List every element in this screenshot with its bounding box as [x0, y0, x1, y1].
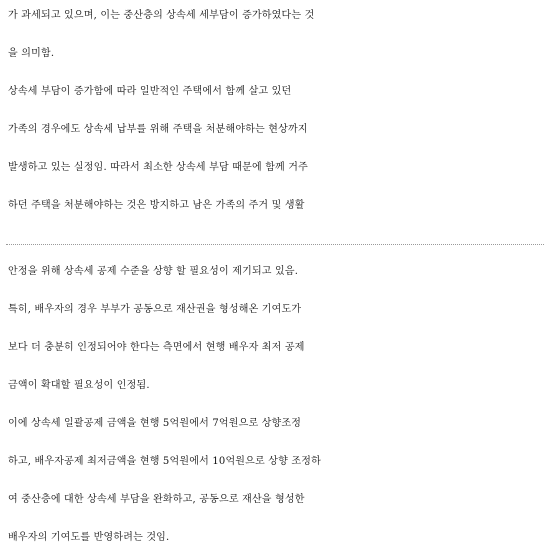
- text-line-9: 보다 더 충분히 인정되어야 한다는 측면에서 현행 배우자 최저 공제: [8, 342, 305, 353]
- text-line-1: 가 과세되고 있으며, 이는 중산층의 상속세 세부담이 증가하였다는 것: [8, 10, 315, 21]
- page-break-divider: [6, 244, 544, 245]
- text-line-7: 안정을 위해 상속세 공제 수준을 상향 할 필요성이 제기되고 있음.: [8, 266, 299, 277]
- text-line-11: 이에 상속세 일괄공제 금액을 현행 5억원에서 7억원으로 상향조정: [8, 418, 302, 429]
- text-line-10: 금액이 확대할 필요성이 인정됨.: [8, 380, 150, 391]
- text-line-5: 발생하고 있는 실정임. 따라서 최소한 상속세 부담 때문에 함께 거주: [8, 162, 309, 173]
- text-line-14: 배우자의 기여도를 반영하려는 것임.: [8, 532, 170, 543]
- text-line-8: 특히, 배우자의 경우 부부가 공동으로 재산권을 형성해온 기여도가: [8, 304, 302, 315]
- text-line-4: 가족의 경우에도 상속세 납부를 위해 주택을 처분해야하는 현상까지: [8, 124, 308, 135]
- text-line-6: 하던 주택을 처분해야하는 것은 방지하고 남은 가족의 주거 및 생활: [8, 200, 305, 211]
- text-line-2: 을 의미함.: [8, 48, 55, 59]
- text-line-12: 하고, 배우자공제 최저금액을 현행 5억원에서 10억원으로 상향 조정하: [8, 456, 321, 467]
- text-line-13: 여 중산층에 대한 상속세 부담을 완화하고, 공동으로 재산을 형성한: [8, 494, 305, 505]
- text-line-3: 상속세 부담이 증가함에 따라 일반적인 주택에서 함께 살고 있던: [8, 86, 292, 97]
